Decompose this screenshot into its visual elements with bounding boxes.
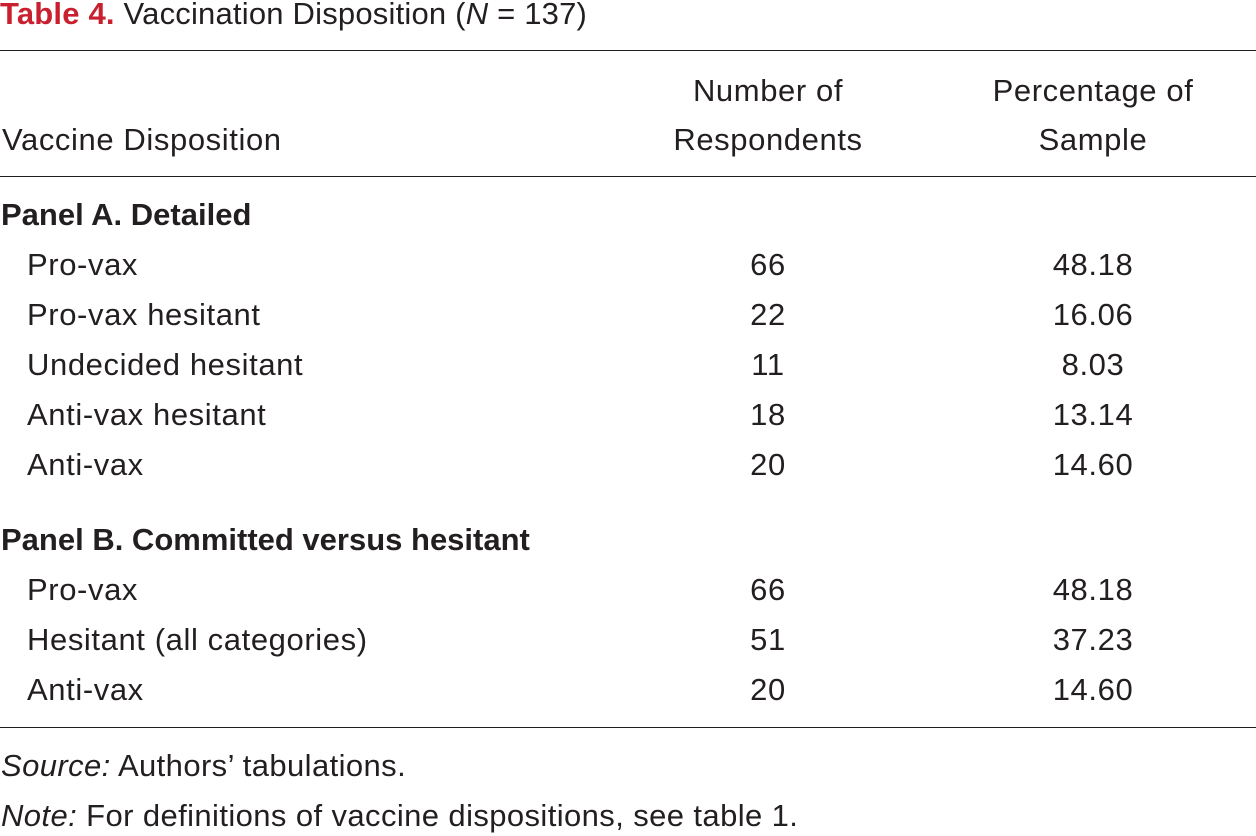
note-text: For definitions of vaccine dispositions, see table 1. xyxy=(77,798,799,833)
row-label: Anti-vax xyxy=(27,672,144,707)
table-row xyxy=(0,395,1256,435)
row-label: Pro-vax xyxy=(27,247,139,282)
header-rule xyxy=(0,176,1256,177)
column-header-number-line1: Number of xyxy=(692,73,844,108)
row-label: Anti-vax xyxy=(27,447,144,482)
sample-size-variable: N xyxy=(465,0,489,31)
bottom-rule xyxy=(0,727,1256,728)
table-row xyxy=(0,245,1256,285)
row-label: Pro-vax xyxy=(27,572,139,607)
column-header-number-of-respondents xyxy=(618,66,918,164)
column-header-percentage-of-sample xyxy=(943,66,1243,164)
table-title-prefix: Vaccination Disposition ( xyxy=(114,0,466,31)
row-label: Undecided hesitant xyxy=(27,347,304,382)
table-row xyxy=(0,570,1256,610)
row-number: 22 xyxy=(750,297,786,332)
row-label: Pro-vax hesitant xyxy=(27,297,261,332)
note-label: Note: xyxy=(1,798,78,833)
row-percent: 48.18 xyxy=(1052,247,1134,282)
row-number: 20 xyxy=(750,672,786,707)
column-header-percent-line2: Sample xyxy=(1038,122,1148,157)
table-row xyxy=(0,445,1256,485)
row-percent: 48.18 xyxy=(1052,572,1134,607)
row-label: Anti-vax hesitant xyxy=(27,397,267,432)
table-caption xyxy=(0,0,587,34)
row-number: 11 xyxy=(751,347,785,382)
panel-b-title: Panel B. Committed versus hesitant xyxy=(1,522,530,557)
row-number: 66 xyxy=(750,247,786,282)
column-header-number-line2: Respondents xyxy=(673,122,863,157)
column-header-vaccine-disposition: Vaccine Disposition xyxy=(2,122,282,157)
row-percent: 37.23 xyxy=(1052,622,1134,657)
column-header-percent-line1: Percentage of xyxy=(992,73,1194,108)
source-text: Authors’ tabulations. xyxy=(110,748,407,783)
row-percent: 13.14 xyxy=(1052,397,1134,432)
table-row xyxy=(0,620,1256,660)
note-footnote xyxy=(1,796,798,836)
table-row xyxy=(0,295,1256,335)
row-number: 66 xyxy=(750,572,786,607)
table-number-label: Table 4. xyxy=(0,0,115,31)
row-label: Hesitant (all categories) xyxy=(27,622,368,657)
source-label: Source: xyxy=(1,748,111,783)
row-number: 20 xyxy=(750,447,786,482)
row-percent: 8.03 xyxy=(1061,347,1125,382)
row-percent: 16.06 xyxy=(1052,297,1134,332)
panel-a-title: Panel A. Detailed xyxy=(1,197,252,232)
row-number: 51 xyxy=(750,622,786,657)
top-rule xyxy=(0,50,1256,51)
row-percent: 14.60 xyxy=(1052,447,1134,482)
table-row xyxy=(0,345,1256,385)
table-title-suffix: = 137) xyxy=(488,0,588,31)
table-row xyxy=(0,670,1256,710)
row-percent: 14.60 xyxy=(1052,672,1134,707)
source-footnote xyxy=(1,746,406,786)
row-number: 18 xyxy=(750,397,786,432)
